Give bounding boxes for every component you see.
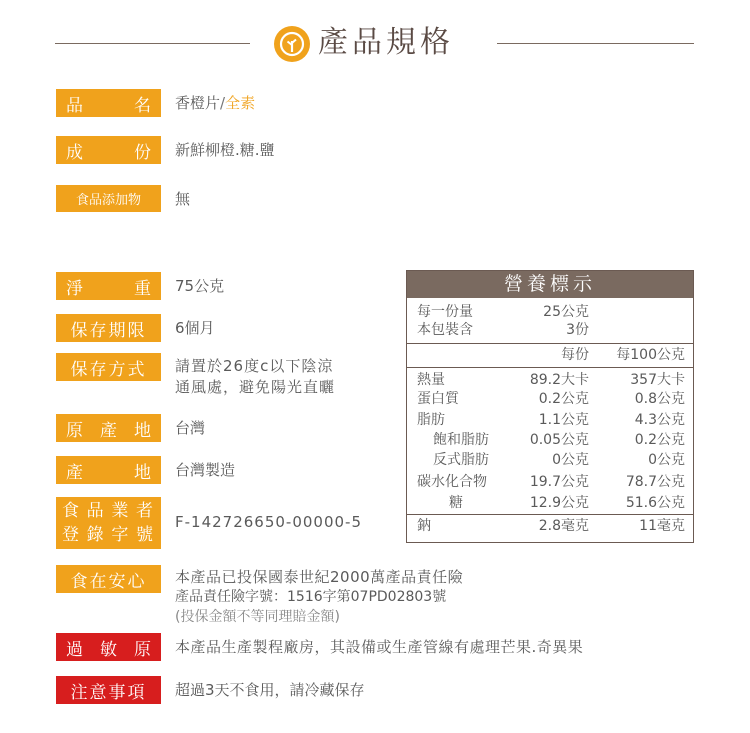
divider (407, 343, 693, 344)
label-char: 過 (66, 639, 83, 660)
value-storage-line2: 通風處，避免陽光直曬 (175, 378, 336, 396)
value-made-in: 台灣製造 (175, 461, 236, 479)
nutrient-name: 蛋白質 (417, 391, 459, 407)
label-char: 產 (100, 420, 117, 441)
label-char: 重 (134, 278, 151, 299)
nutrient-per-100g: 0公克 (648, 452, 685, 468)
label-ingredients (56, 136, 161, 164)
nutrient-name: 飽和脂肪 (433, 432, 489, 448)
label-notice: 注意事項 (56, 676, 161, 704)
label-shelf-life: 保存期限 (56, 314, 161, 342)
label-net-weight (56, 272, 161, 300)
servings-label: 本包裝含 (417, 322, 473, 338)
label-char: 淨 (66, 278, 83, 299)
value-ingredients: 新鮮柳橙.糖.鹽 (175, 141, 275, 159)
label-storage: 保存方式 (56, 353, 161, 381)
label-char: 地 (134, 420, 151, 441)
value-notice: 超過3天不食用，請冷藏保存 (175, 681, 365, 699)
value-net-weight: 75公克 (175, 277, 225, 295)
label-made-in (56, 456, 161, 484)
value-shelf-life: 6個月 (175, 319, 215, 337)
nutrient-name: 碳水化合物 (417, 474, 487, 490)
col-per-serving: 每份 (561, 347, 589, 363)
product-name-text: 香橙片 (175, 94, 221, 112)
label-line: 食品業者 (62, 501, 155, 521)
label-origin (56, 414, 161, 442)
label-char: 原 (134, 639, 151, 660)
value-product-name (175, 92, 255, 114)
nutrient-per-100g: 0.2公克 (634, 432, 685, 448)
nutrient-per-serving: 12.9公克 (529, 495, 589, 511)
title-divider-left (55, 43, 250, 44)
nutrient-per-serving: 19.7公克 (529, 474, 589, 490)
label-char: 地 (134, 462, 151, 483)
nutrient-name: 熱量 (417, 372, 445, 388)
col-per-100g: 每100公克 (616, 347, 685, 363)
label-insurance: 食在安心 (56, 565, 161, 593)
vegan-tag: 全素 (225, 94, 256, 112)
label-char: 成 (66, 142, 83, 163)
label-char: 敏 (100, 639, 117, 660)
serving-size-value: 25公克 (543, 304, 589, 320)
nutrient-name: 鈉 (417, 518, 431, 534)
title-row (0, 0, 750, 88)
label-line: 登錄字號 (62, 525, 155, 545)
label-product-name (56, 89, 161, 117)
nutrient-per-serving: 1.1公克 (538, 412, 589, 428)
value-origin: 台灣 (175, 419, 206, 437)
label-char: 產 (66, 462, 83, 483)
serving-size-label: 每一份量 (417, 304, 473, 320)
nutrient-per-100g: 11毫克 (639, 518, 685, 534)
label-char: 原 (66, 420, 83, 441)
page-title: 產品規格 (318, 25, 454, 60)
nutrient-per-100g: 78.7公克 (625, 474, 685, 490)
nutrient-name: 糖 (449, 495, 463, 511)
value-insurance-line2: 產品責任險字號：1516字第07PD02803號 (175, 589, 447, 605)
value-additives: 無 (175, 190, 191, 208)
value-insurance-line3: (投保金額不等同理賠金額) (175, 609, 340, 625)
nutrient-per-100g: 4.3公克 (634, 412, 685, 428)
nutrition-facts-table (406, 270, 694, 543)
nutrient-per-100g: 0.8公克 (634, 391, 685, 407)
label-additives: 食品添加物 (56, 185, 161, 212)
divider (407, 514, 693, 515)
value-insurance-line1: 本產品已投保國泰世紀2000萬產品責任險 (175, 568, 464, 586)
value-allergen: 本產品生產製程廠房，其設備或生產管線有處理芒果.奇異果 (175, 638, 584, 656)
title-divider-right (497, 43, 694, 44)
nutrient-per-serving: 0.05公克 (529, 432, 589, 448)
value-registration: F-142726650-00000-5 (175, 513, 363, 531)
nutrient-per-serving: 0公克 (552, 452, 589, 468)
label-allergen (56, 633, 161, 661)
nutrient-name: 脂肪 (417, 412, 445, 428)
servings-value: 3份 (566, 322, 589, 338)
nutrient-per-serving: 0.2公克 (538, 391, 589, 407)
slash: / (220, 94, 226, 112)
nutrient-per-100g: 51.6公克 (625, 495, 685, 511)
value-storage-line1: 請置於26度c以下陰涼 (175, 357, 334, 375)
label-char: 份 (134, 142, 151, 163)
label-char: 品 (66, 95, 83, 116)
label-char: 名 (134, 95, 151, 116)
nutrient-per-100g: 357大卡 (630, 372, 685, 388)
divider (407, 367, 693, 368)
nutrient-name: 反式脂肪 (433, 452, 489, 468)
nutrient-per-serving: 2.8毫克 (538, 518, 589, 534)
leaf-circle-icon (274, 26, 310, 62)
nutrition-title: 營養標示 (407, 271, 693, 298)
nutrient-per-serving: 89.2大卡 (529, 372, 589, 388)
label-registration (56, 497, 161, 549)
